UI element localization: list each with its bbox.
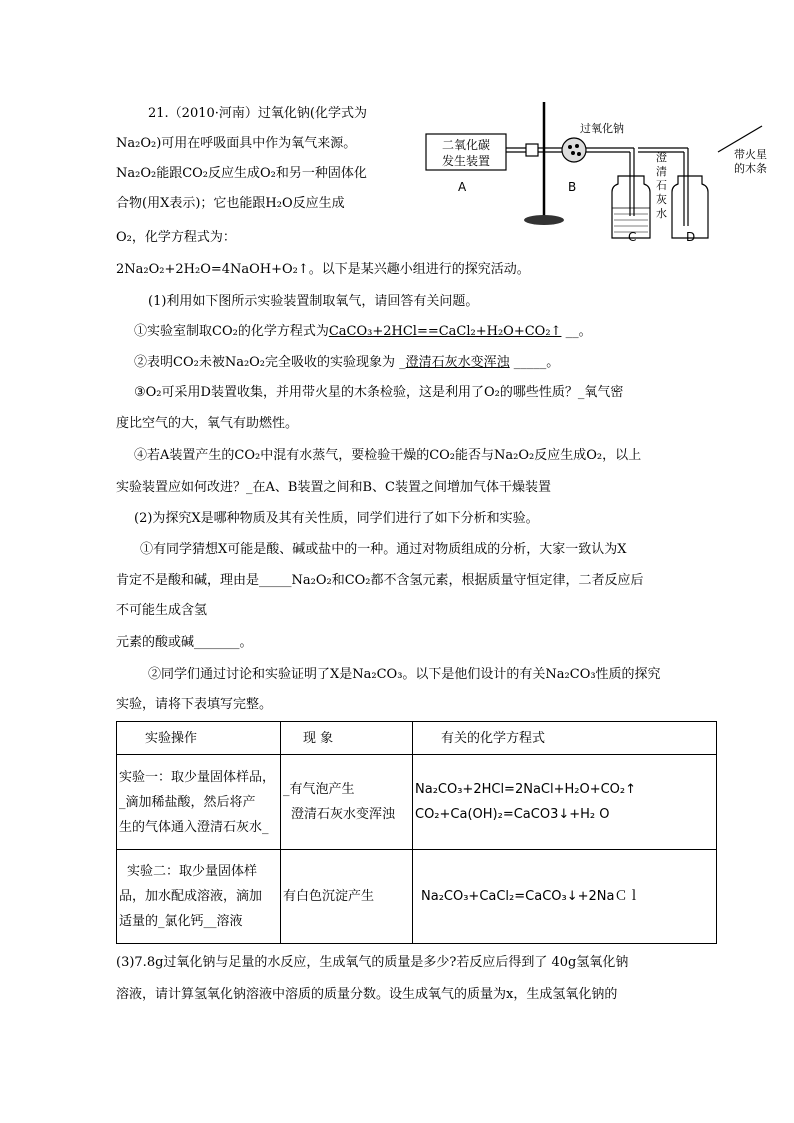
box-a-line2: 发生装置 — [441, 154, 491, 168]
header-equation: 有关的化学方程式 — [413, 722, 717, 755]
row2-operation — [117, 850, 281, 944]
part2-heading: (2)为探究X是哪种物质及其有关性质，同学们进行了如下分析和实验。 — [134, 511, 539, 526]
part2-p1-line3: 不可能生成含氢 — [116, 603, 208, 618]
limewater-char-3: 石 — [656, 179, 667, 192]
q2-text: ②表明CO₂未被Na₂O₂完全吸收的实验现象为 _ — [134, 355, 406, 370]
bottle-c — [612, 176, 650, 238]
letter-d: D — [686, 230, 696, 244]
part3-line2: 溶液，请计算氢氧化钠溶液中溶质的质量分数。设生成氧气的质量为x，生成氢氧化钠的 — [116, 987, 618, 1002]
row1-phen-line: _有气泡产生 — [283, 782, 355, 797]
part1-q4-line2: 实验装置应如何改进？_在A、B装置之间和B、C装置之间增加气体干燥装置 — [116, 480, 551, 495]
part2-p1-line4: 元素的酸或碱_______。 — [116, 635, 253, 650]
limewater-char-4: 灰 — [656, 193, 667, 206]
row2-op-line: 品，加水配成溶液，滴加 — [119, 889, 263, 904]
intro-line-4: 合物(用X表示)；它也能跟H₂O反应生成 — [116, 196, 345, 211]
row2-phenomenon — [281, 850, 413, 944]
part1-q2 — [134, 353, 559, 373]
reaction-equation-line: 2Na₂O₂+2H₂O=4NaOH+O₂↑。以下是某兴趣小组进行的探究活动。 — [116, 262, 530, 277]
row1-op-line: 生的气体通入澄清石灰水_ — [119, 819, 269, 835]
row2-equation — [413, 850, 717, 944]
q1-tail: __。 — [561, 324, 592, 339]
header-phenomenon: 现 象 — [281, 722, 413, 755]
row2-phen-line: 有白色沉淀产生 — [283, 889, 375, 904]
row1-operation — [117, 755, 281, 850]
row1-op-line: _滴加稀盐酸，然后将产 — [119, 794, 256, 810]
table-row — [117, 755, 717, 850]
row1-phen-line: 澄清石灰水变浑浊 — [291, 807, 396, 822]
row1-equation — [413, 755, 717, 850]
intro-line-2: Na₂O₂)可用在呼吸面具中作为氧气来源。 — [116, 136, 357, 151]
q1-answer: CaCO₃+2HCl==CaCl₂+H₂O+CO₂↑ — [328, 324, 562, 339]
question-number-intro: 21.（2010·河南）过氧化钠(化学式为 — [148, 106, 367, 121]
table-row — [117, 850, 717, 944]
sodium-peroxide-bulb — [562, 138, 586, 162]
part2-p2-line2: 实验，请将下表填写完整。 — [116, 697, 273, 712]
letter-c: C — [628, 230, 637, 244]
part1-heading: (1)利用如下图所示实验装置制取氧气，请回答有关问题。 — [148, 294, 479, 309]
bottle-d — [672, 176, 708, 238]
limewater-char-2: 清 — [656, 165, 667, 178]
letter-a: A — [458, 180, 467, 194]
part1-q1 — [134, 322, 592, 342]
q2-answer: 澄清石灰水变浑浊 — [405, 355, 510, 370]
box-a-line1: 二氧化碳 — [441, 138, 491, 152]
row2-op-line: 适量的_氯化钙__溶液 — [119, 914, 243, 929]
part1-q4-line1: ④若A装置产生的CO₂中混有水蒸气，要检验干燥的CO₂能否与Na₂O₂反应生成O₂，以上 — [134, 448, 642, 463]
label-splint-2: 的木条 — [734, 162, 767, 175]
limewater-char-1: 澄 — [656, 151, 667, 164]
q2-tail: _____。 — [509, 355, 560, 370]
row1-eq-line: CO₂+Ca(OH)₂=CaCO3↓+H₂ O — [415, 807, 610, 822]
part2-p1-line1: ①有同学猜想X可能是酸、碱或盐中的一种。通过对物质组成的分析，大家一致认为X — [140, 542, 627, 557]
row1-op-line: 实验一：取少量固体样品， — [119, 769, 276, 785]
intro-line-3: Na₂O₂能跟CO₂反应生成O₂和另一种固体化 — [116, 166, 367, 181]
row1-eq-line: Na₂CO₃+2HCl=2NaCl+H₂O+CO₂↑ — [415, 782, 637, 797]
part2-p2-line1: ②同学们通过讨论和实验证明了X是Na₂CO₃。以下是他们设计的有关Na₂CO₃性质的探究 — [148, 667, 661, 682]
part1-q3-line2: 度比空气的大，氧气有助燃性。 — [116, 416, 299, 431]
clamp — [526, 144, 538, 156]
row2-eq-line: Na₂CO₃+CaCl₂=CaCO₃↓+2NaＣｌ — [421, 889, 641, 904]
experiment-table — [116, 721, 717, 944]
part2-p1-line2: 肯定不是酸和碱，理由是_____Na₂O₂和CO₂都不含氢元素，根据质量守恒定律，二者反应后 — [116, 573, 644, 588]
part3-line1: (3)7.8g过氧化钠与足量的水反应，生成氧气的质量是多少?若反应后得到了 40g氢氧化钠 — [116, 955, 629, 970]
q1-text: ①实验室制取CO₂的化学方程式为 — [134, 324, 329, 339]
limewater-char-5: 水 — [656, 207, 667, 220]
header-operation: 实验操作 — [117, 722, 281, 755]
apparatus-diagram — [422, 96, 778, 246]
letter-b: B — [568, 180, 577, 194]
intro-line-5: O₂，化学方程式为： — [116, 230, 236, 245]
stand-base — [524, 215, 564, 225]
label-sodium-peroxide: 过氧化钠 — [580, 122, 624, 135]
row1-phenomenon — [281, 755, 413, 850]
row2-op-line: 实验二：取少量固体样 — [127, 864, 258, 879]
table-header-row — [117, 722, 717, 755]
part1-q3-line1: ③O₂可采用D装置收集，并用带火星的木条检验，这是利用了O₂的哪些性质？_氧气密 — [134, 385, 624, 400]
label-splint-1: 带火星 — [734, 148, 767, 161]
